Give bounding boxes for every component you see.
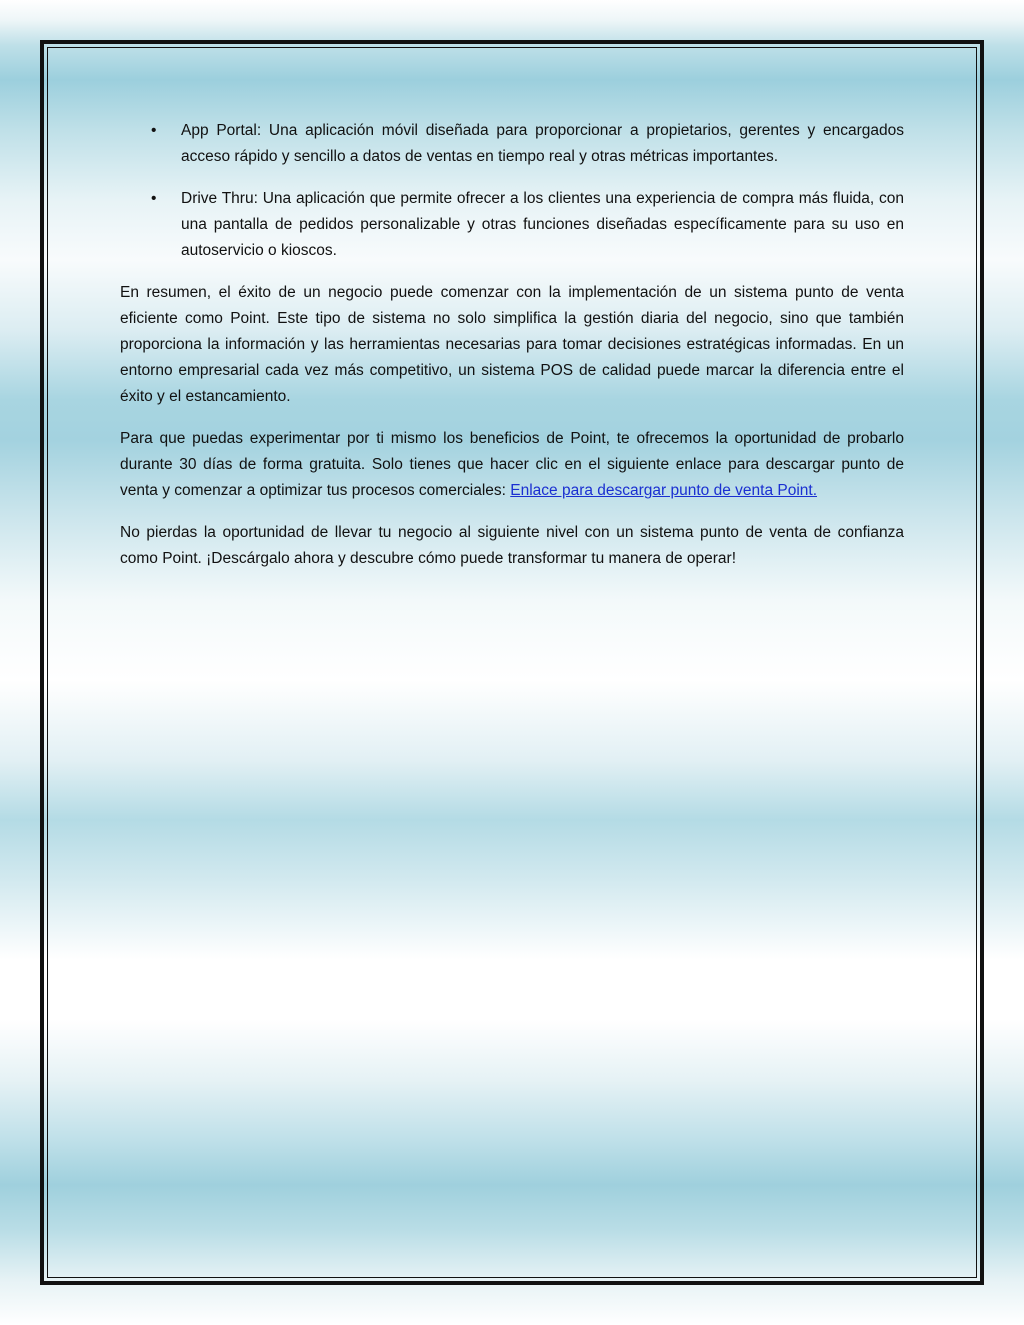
bullet-icon: • — [151, 122, 157, 139]
summary-paragraph: En resumen, el éxito de un negocio puede comenzar con la implementación de un sistema punto de venta eficiente como Point. Este tipo de sistema no solo simplifica la gestión diaria del negocio, sino que también proporciona la información y las herramientas necesarias para tomar decisiones estratégicas informadas. En un entorno empresarial cada vez más competitivo, un sistema POS de calidad puede marcar la diferencia entre el éxito y el estancamiento. — [120, 284, 904, 405]
list-item-app-portal — [120, 118, 904, 170]
list-item-drive-thru — [120, 186, 904, 264]
trial-paragraph — [120, 426, 904, 504]
bullet-icon: • — [151, 190, 157, 207]
trial-paragraph-text: Para que puedas experimentar por ti mismo los beneficios de Point, te ofrecemos la oportunidad de probarlo durante 30 días de forma gratuita. Solo tienes que hacer clic en el siguiente enlace para descargar punto de venta y comenzar a optimizar tus procesos comerciales: — [120, 430, 904, 499]
feature-list — [120, 118, 904, 264]
download-link[interactable]: Enlace para descargar punto de venta Point. — [510, 482, 818, 499]
document-body — [120, 118, 904, 588]
closing-paragraph: No pierdas la oportunidad de llevar tu negocio al siguiente nivel con un sistema punto de venta de confianza como Point. ¡Descárgalo ahora y descubre cómo puede transformar tu manera de operar! — [120, 524, 904, 567]
list-item-text: App Portal: Una aplicación móvil diseñada para proporcionar a propietarios, gerentes y encargados acceso rápido y sencillo a datos de ventas en tiempo real y otras métricas importantes. — [181, 122, 904, 165]
list-item-text: Drive Thru: Una aplicación que permite ofrecer a los clientes una experiencia de compra más fluida, con una pantalla de pedidos personalizable y otras funciones diseñadas específicamente para su uso en autoservicio o kioscos. — [181, 190, 904, 259]
